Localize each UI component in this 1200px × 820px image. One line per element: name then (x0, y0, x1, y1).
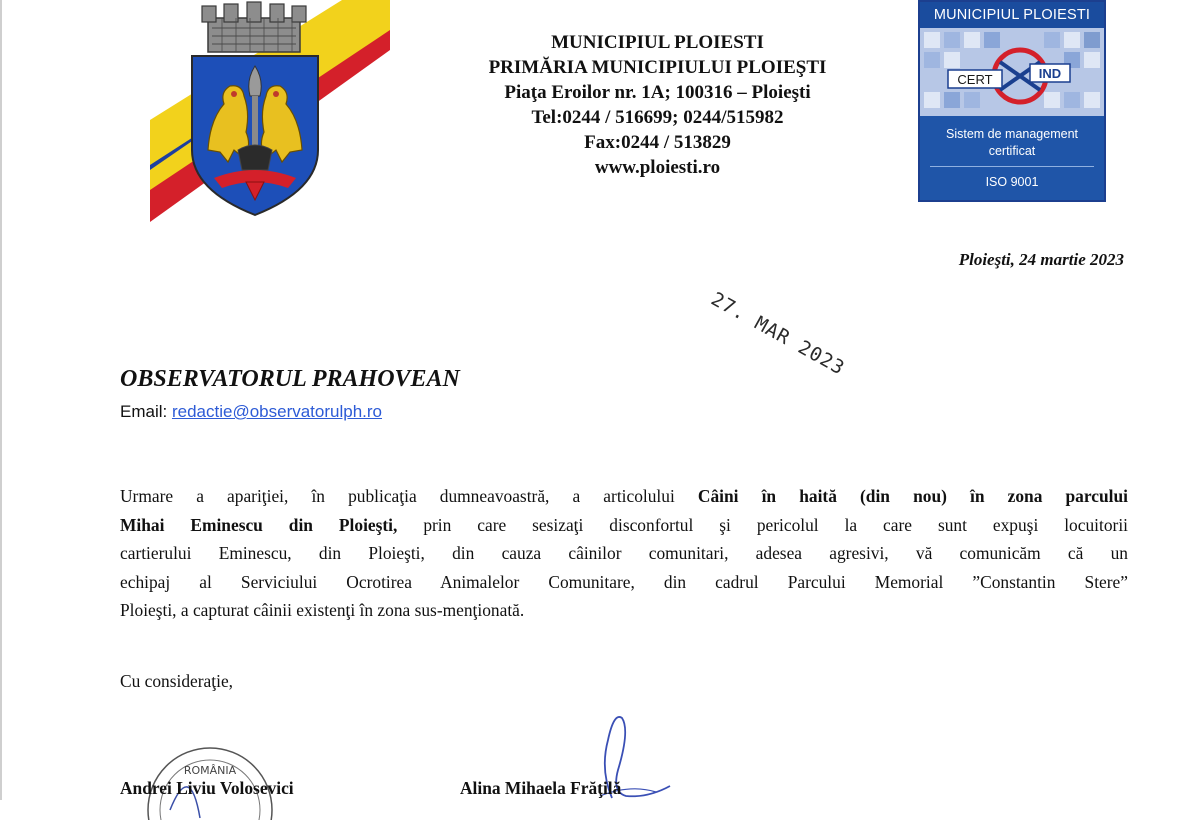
cert-ind-logo (920, 28, 1104, 116)
cert-logo-right: IND (1038, 66, 1062, 81)
header-fax: Fax:0244 / 513829 (584, 132, 731, 153)
recipient-email-row (120, 402, 382, 422)
cert-logo-left: CERT (957, 72, 993, 87)
institution-header (395, 30, 920, 180)
iso-certification-logo (918, 0, 1106, 202)
seal-text: ROMÂNIA (183, 764, 237, 777)
article-title-part2: Mihai Eminescu din Ploieşti, (120, 514, 398, 535)
article-title-part1: Câini în haită (din nou) în zona parcului (697, 486, 1128, 506)
header-municipality: MUNICIPIUL PLOIESTI (551, 32, 764, 53)
email-label: Email: (120, 402, 168, 421)
cert-system-line2: certificat (988, 144, 1036, 158)
body-line-4: echipaj al Serviciului Ocrotirea Animalelor Comunitare, din cadrul Parcului Memorial ”Constantin Stere” (120, 571, 1128, 592)
header-address: Piaţa Eroilor nr. 1A; 100316 – Ploieşti (504, 82, 811, 103)
cert-mosaic (920, 28, 1104, 116)
coat-of-arms-logo (150, 0, 390, 225)
recipient-email-link[interactable]: redactie@observatorulph.ro (171, 402, 383, 421)
header-city-hall: PRIMĂRIA MUNICIPIULUI PLOIEŞTI (488, 57, 827, 78)
body-line-3: cartierului Eminescu, din Ploieşti, din cauza câinilor comunitari, adesea agresivi, vă comunicăm că un (120, 543, 1128, 564)
recipient-name: OBSERVATORUL PRAHOVEAN (120, 366, 460, 392)
cert-system-line1: Sistem de management (945, 127, 1078, 141)
closing-salutation: Cu consideraţie, (120, 671, 234, 691)
header-phone: Tel:0244 / 516699; 0244/515982 (531, 107, 784, 128)
cert-title: MUNICIPIUL PLOIESTI (920, 2, 1104, 28)
body-line-2: Mihai Eminescu din Ploieşti, prin care sesizaţi disconfortul şi pericolul la care sunt expuşi locuitorii (120, 514, 1128, 535)
body-line-5: Ploieşti, a capturat câinii existenţi în zona sus-menţionată. (120, 600, 525, 621)
letter-body (120, 482, 1128, 625)
registration-date-stamp: 27. MAR 2023 (707, 288, 849, 380)
body-line-1: Urmare a apariţiei, în publicaţia dumneavoastră, a articolului Câini în haită (din nou) în zona parcului (120, 486, 1128, 506)
letter-date: Ploieşti, 24 martie 2023 (958, 250, 1124, 269)
header-website: www.ploiesti.ro (594, 157, 721, 178)
cert-description (920, 116, 1104, 200)
signer-right-name: Alina Mihaela Frăţilă (460, 778, 622, 798)
cert-standard: ISO 9001 (985, 175, 1039, 189)
signer-left-name: Andrei Liviu Volosevici (120, 778, 294, 798)
cert-divider (930, 166, 1094, 167)
